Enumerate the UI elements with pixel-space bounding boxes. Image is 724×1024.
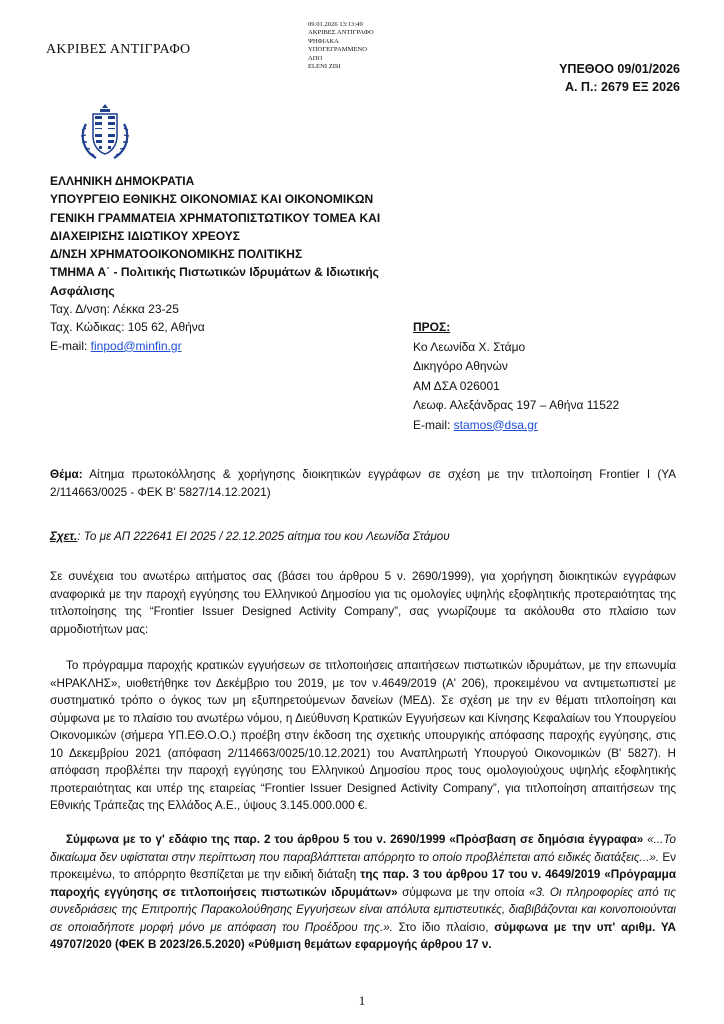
reference-text: : Το με ΑΠ 222641 ΕΙ 2025 / 22.12.2025 αίτημα του κου Λεωνίδα Στάμου (77, 530, 450, 543)
protocol-reference (559, 60, 680, 96)
certified-copy-label: ΑΚΡΙΒΕΣ ΑΝΤΙΓΡΑΦΟ (46, 42, 191, 57)
intro-paragraph: Σε συνέχεια του ανωτέρω αιτήματος σας (βάσει του άρθρου 5 ν. 2690/1999), για χορήγηση διοικητικών εγγράφων αναφορικά με την παροχή εγγύησης του Ελληνικού Δημοσίου για τις ομολογίες υψηλής εξοφλητικής προτεραιότητας της τιτλοποίησης της “Frontier Issuer Designed Activity Company”, σας γνωρίζουμε τα ακόλουθα στο πλαίσιο των αρμοδιοτήτων μας: (50, 570, 676, 636)
recipient-email-link[interactable]: stamos@dsa.gr (453, 417, 538, 432)
sender-email-label: E-mail: (50, 338, 91, 353)
recipient-name: Κο Λεωνίδα Χ. Στάμο (413, 339, 526, 354)
page-number: 1 (358, 993, 366, 1008)
stamp-line: ΑΚΡΙΒΕΣ ΑΝΤΙΓΡΑΦΟ (308, 29, 374, 37)
recipient-address: Λεωφ. Αλεξάνδρας 197 – Αθήνα 11522 (413, 398, 620, 412)
protocol-number: Α. Π.: 2679 ΕΞ 2026 (564, 80, 680, 94)
reference-label: Σχετ. (50, 530, 78, 543)
sender-line: Δ/ΝΣΗ ΧΡΗΜΑΤΟΟΙΚΟΝΟΜΙΚΗΣ ΠΟΛΙΤΙΚΗΣ (50, 247, 303, 262)
coat-of-arms-icon (76, 102, 134, 164)
sender-block (50, 172, 380, 355)
subject-label: Θέμα: (50, 468, 83, 481)
recipient-email-line (413, 416, 619, 436)
recipient-to-label: ΠΡΟΣ: (413, 320, 451, 334)
sender-email-link[interactable]: finpod@minfin.gr (90, 338, 182, 353)
bold-text: της παρ. 3 του άρθρου 17 του ν. 4649/2019 «Πρόγραμμα παροχής εγγύησης σε τιτλοποιήσεις πιστωτικών ιδρυμάτων» (50, 868, 677, 899)
body-text: Εν προκειμένω, το απόρρητο θεσπίζεται με την ειδική διάταξη (50, 850, 676, 881)
stamp-line: ΥΠΟΓΕΓΡΑΜΜΕΝΟ (308, 46, 368, 54)
sender-line: ΥΠΟΥΡΓΕΙΟ ΕΘΝΙΚΗΣ ΟΙΚΟΝΟΜΙΑΣ ΚΑΙ ΟΙΚΟΝΟΜΙΚΩΝ (50, 192, 374, 207)
sender-line: ΓΕΝΙΚΗ ΓΡΑΜΜΑΤΕΙΑ ΧΡΗΜΑΤΟΠΙΣΤΩΤΙΚΟΥ ΤΟΜΕΑ ΚΑΙ (50, 210, 381, 225)
subject-paragraph (50, 466, 676, 501)
sender-line: ΔΙΑΧΕΙΡΙΣΗΣ ΙΔΙΩΤΙΚΟΥ ΧΡΕΟΥΣ (50, 228, 240, 243)
sender-postal-code: Ταχ. Κώδικας: 105 62, Αθήνα (50, 320, 205, 335)
protocol-date: ΥΠΕΘΟΟ 09/01/2026 (559, 62, 680, 76)
digital-signature-stamp (308, 21, 374, 71)
recipient-email-label: E-mail: (413, 417, 454, 432)
subject-text: Αίτημα πρωτοκόλλησης & χορήγησης διοικητικών εγγράφων σε σχέση με την τιτλοποίηση Frontier I (ΥΑ 2/114663/0025 - ΦΕΚ Β' 5827/14.12.2021) (50, 468, 676, 499)
body-text: Στο ίδιο πλαίσιο, (392, 920, 495, 934)
body-paragraph: Το πρόγραμμα παροχής κρατικών εγγυήσεων σε τιτλοποιήσεις απαιτήσεων πιστωτικών ιδρυμάτων, με την επωνυμία «ΗΡΑΚΛΗΣ», υιοθετήθηκε τον Δεκέμβριο του 2019, με τον ν.4649/2019 (Α' 206), προκειμένου να αντιμετωπιστεί με συστηματικό τρόπο ο όγκος των μη εξυπηρετούμενων δανείων (ΜΕΔ). Σε σχέση με την εν θέματι τιτλοποίηση και σύμφωνα με το πλαίσιο του ανωτέρω νόμου, η Διεύθυνση Κρατικών Εγγυήσεων και Κίνησης Κεφαλαίων του Υπουργείου Οικονομικών (σήμερα ΥΠ.ΕΘ.Ο.Ο.) προέβη στην έκδοση της σχετικής υπουργικής απόφασης παροχής εγγύησης, στις 10 Δεκεμβρίου 2021 (απόφαση 2/114663/0025/10.12.2021) του Αναπληρωτή Υπουργού Οικονομικών (Β' 5827). Η απόφαση προβλέπει την παροχή εγγύησης του Ελληνικού Δημοσίου προς τους ομολογιούχους υψηλής εξοφλητικής προτεραιότητας και υπέρ της εταιρείας “Frontier Issuer Designed Activity Company”, για τιτλοποίηση απαιτήσεων της Εθνικής Τράπεζας της Ελλάδος Α.Ε., ύψους 3.145.000.000 €. (50, 659, 676, 812)
sender-line: ΕΛΛΗΝΙΚΗ ΔΗΜΟΚΡΑΤΙΑ (50, 174, 195, 188)
sender-email-line (50, 337, 380, 355)
stamp-line: ΨΗΦΙΑΚΑ (308, 37, 339, 45)
sender-line: ΤΜΗΜΑ Α΄ - Πολιτικής Πιστωτικών Ιδρυμάτων & Ιδιωτικής (50, 265, 379, 280)
stamp-line: 09.01.2026 13:13:49 (308, 21, 363, 28)
recipient-block (413, 318, 619, 435)
recipient-registry: ΑΜ ΔΣΑ 026001 (413, 378, 500, 393)
stamp-line: ΑΠΟ (308, 54, 323, 62)
stamp-line: ELENI ZISI (308, 63, 341, 71)
reference-paragraph (50, 528, 676, 546)
bold-text: Σύμφωνα με το γ' εδάφιο της παρ. 2 του άρθρου 5 του ν. 2690/1999 «Πρόσβαση σε δημόσια έγγραφα» (66, 833, 644, 846)
italic-quote: «...Το δικαίωμα δεν υφίσταται στην περίπτωση που παραβλάπτεται απόρρητο το οποίο προβλέπεται από ειδικές διατάξεις...». (50, 833, 676, 864)
legal-basis-paragraph (50, 831, 676, 954)
sender-line: Ασφάλισης (50, 283, 115, 298)
body-text: σύμφωνα με την οποία (397, 885, 530, 899)
bold-text: σύμφωνα με την υπ' αριθμ. ΥΑ 49707/2020 (ΦΕΚ Β 2023/26.5.2020) «Ρύθμιση θεμάτων εφαρμογής άρθρου 17 ν. (50, 920, 676, 951)
recipient-title: Δικηγόρο Αθηνών (413, 359, 508, 373)
italic-quote: «3. Οι πληροφορίες από τις συνεδριάσεις της Επιτροπής Παρακολούθησης Εγγυήσεων είναι απόλυτα εμπιστευτικές, διαβιβάζονται και κοινοποιούνται σε οποιαδήποτε μορφή μόνο με απόφαση του Προέδρου της.». (50, 885, 676, 934)
sender-address: Ταχ. Δ/νση: Λέκκα 23-25 (50, 302, 179, 317)
